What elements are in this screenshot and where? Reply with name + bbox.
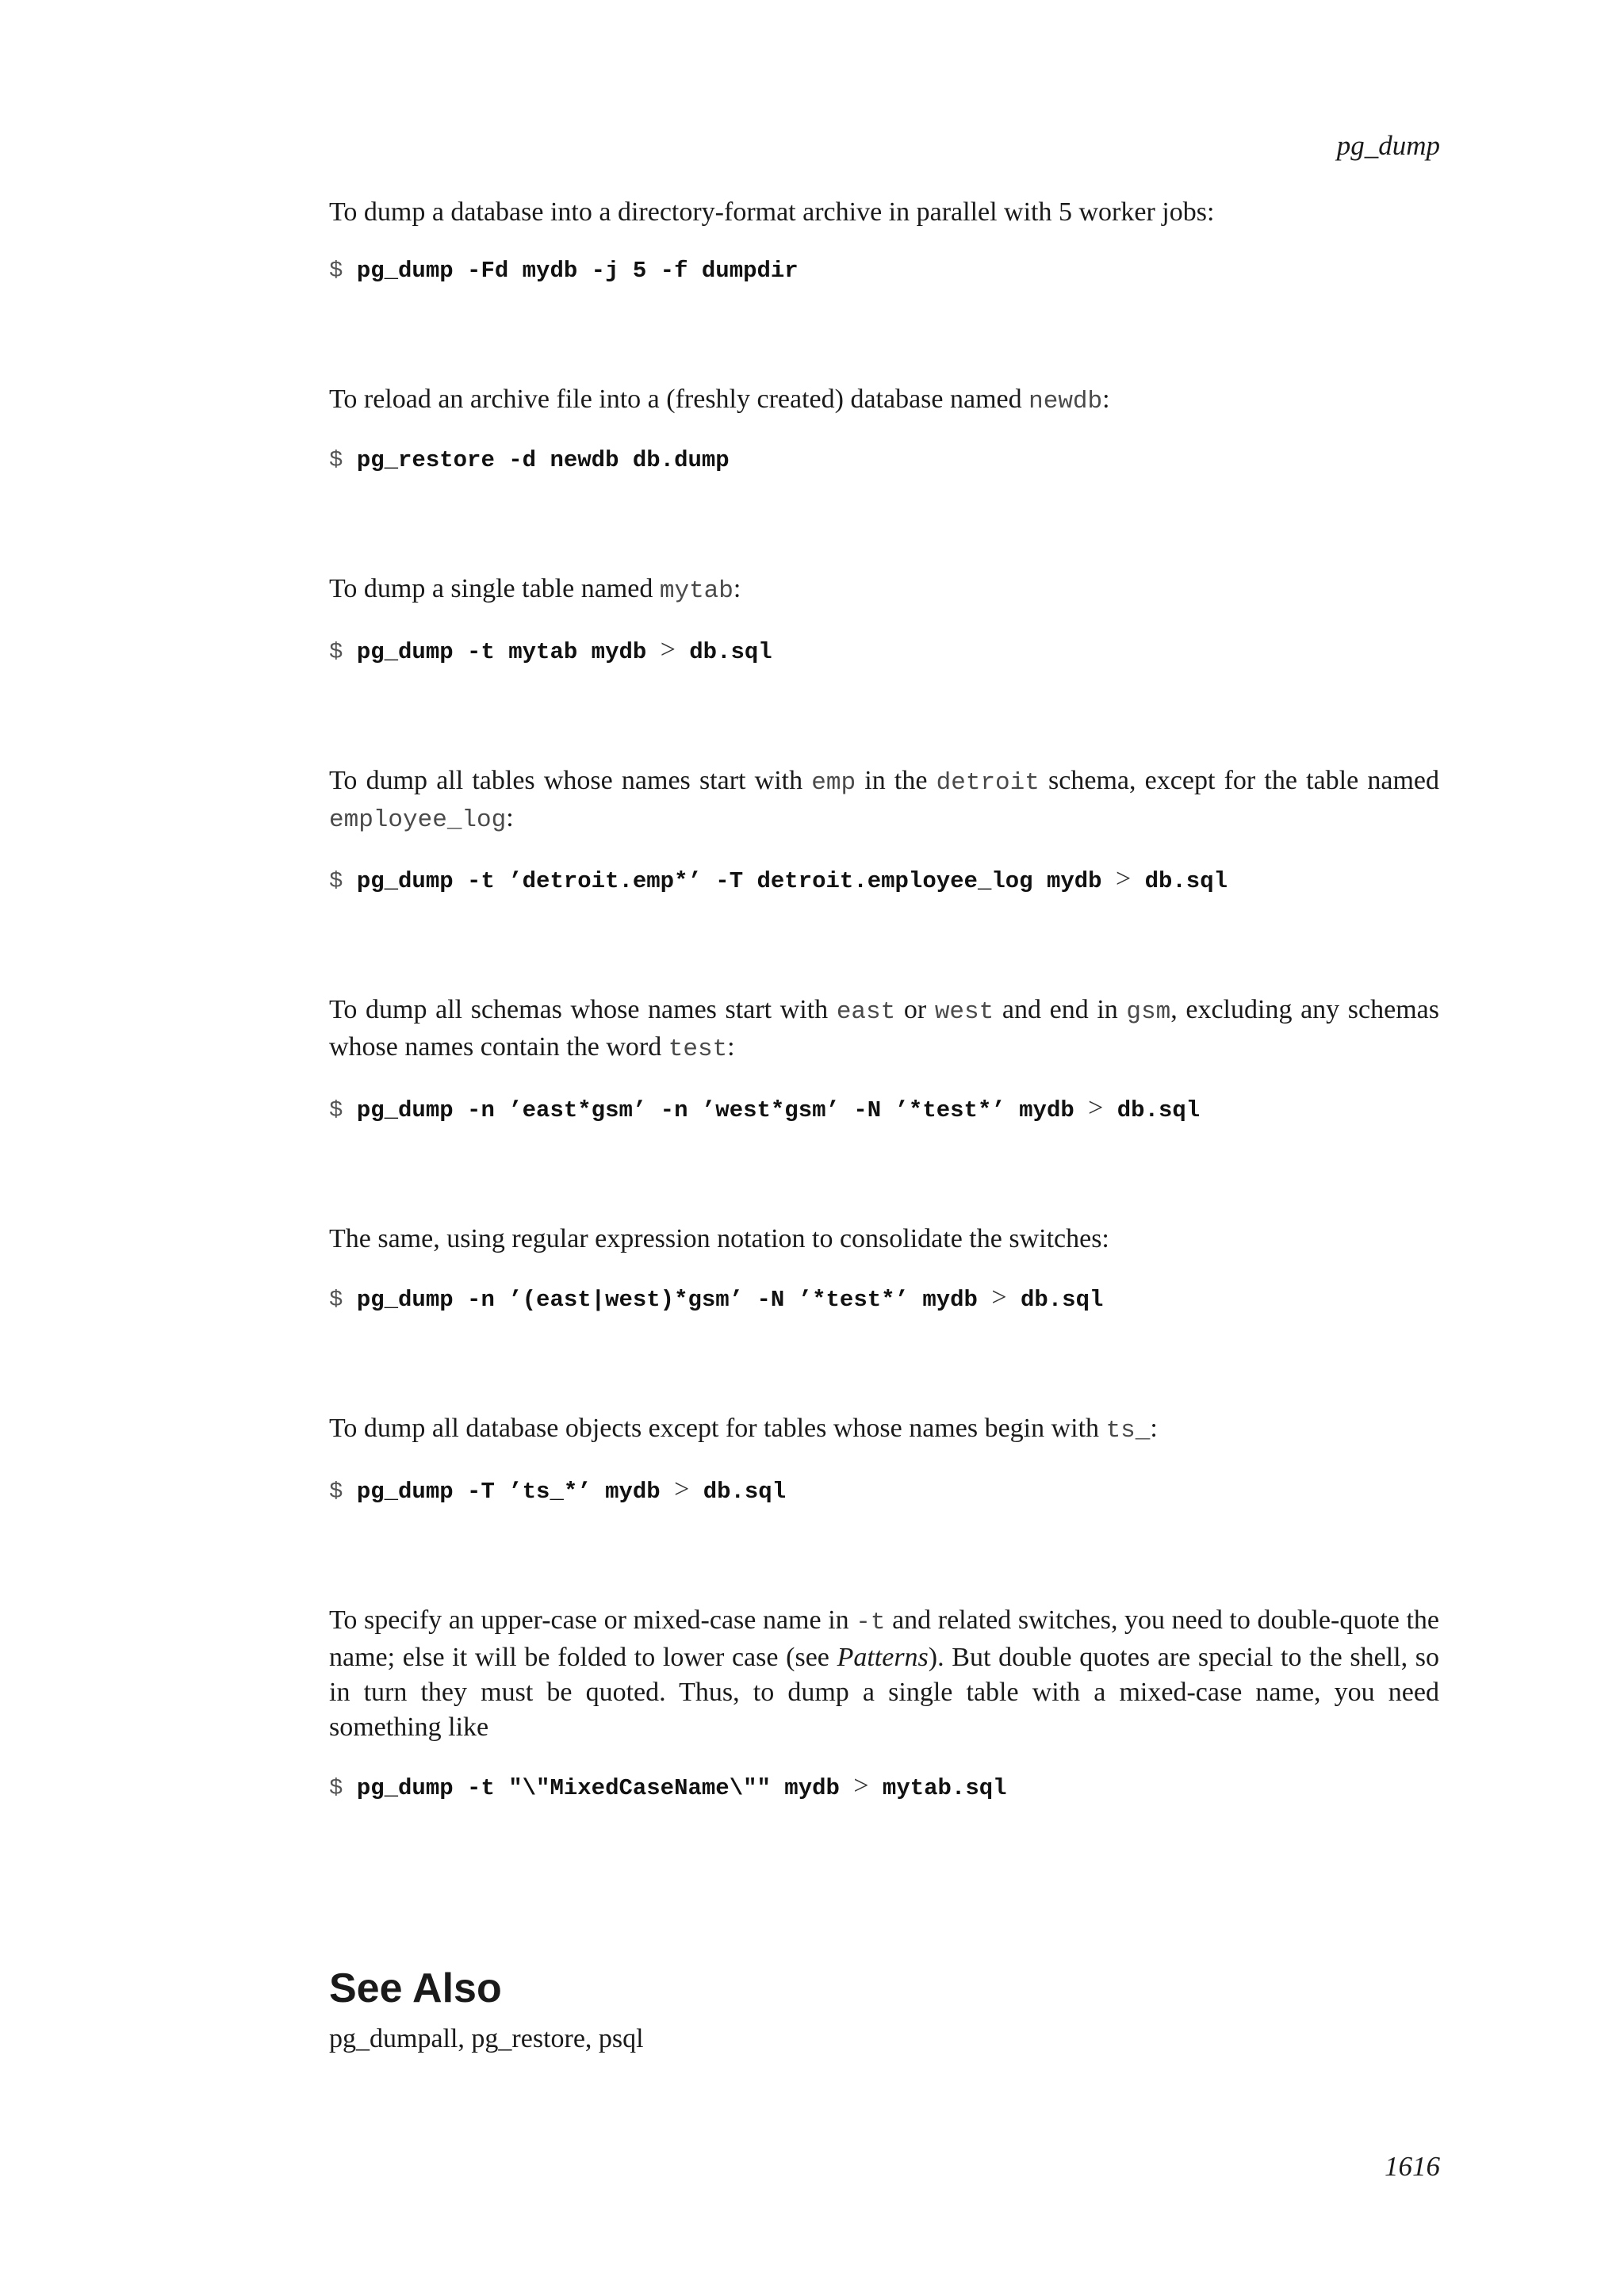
intro-text: ). But double quotes are special to the shell, so in turn they must be quoted. Thus, to dump a single table with a mixed-case name, you need something like <box>329 1643 1439 1742</box>
example-command <box>329 863 1439 897</box>
command-text: pg_dump -t ’detroit.emp*’ -T detroit.employee_log mydb <box>356 868 1102 894</box>
intro-text: schema, except for the table named <box>1039 766 1440 795</box>
intro-text: and related switches, you need to double-quote the name; else it will be folded to lower case (see <box>329 1605 1440 1672</box>
intro-text: To dump all schemas whose names start with <box>329 995 837 1024</box>
inline-code: ts_ <box>1105 1417 1151 1445</box>
example-intro <box>329 763 1439 838</box>
redirect-symbol: > <box>660 635 676 664</box>
inline-code: newdb <box>1028 388 1103 415</box>
intro-text: and end in <box>994 995 1127 1024</box>
page-number: 1616 <box>1385 2151 1440 2182</box>
intro-text: : <box>727 1032 735 1062</box>
intro-text: or <box>895 995 935 1024</box>
example-intro: To dump a database into a directory-format archive in parallel with 5 worker jobs: <box>329 197 1215 227</box>
example-command <box>329 634 1439 668</box>
inline-code: test <box>668 1035 728 1063</box>
redirect-symbol: > <box>674 1475 690 1504</box>
shell-prompt: $ <box>329 1479 343 1505</box>
inline-code: detroit <box>936 769 1040 797</box>
command-target: db.sql <box>1144 868 1228 894</box>
example-command <box>329 1093 1439 1127</box>
inline-code: east <box>836 998 896 1026</box>
inline-code: mytab <box>659 577 733 605</box>
shell-prompt: $ <box>329 1097 343 1123</box>
command-target: db.sql <box>703 1479 787 1505</box>
inline-code: west <box>934 998 994 1026</box>
shell-prompt: $ <box>329 868 343 894</box>
intro-text: : <box>733 574 741 603</box>
example-command <box>329 1282 1439 1316</box>
intro-text: , excluding any schemas whose names contain the word <box>329 995 1439 1062</box>
command-target: db.sql <box>689 639 772 665</box>
intro-text: To specify an upper-case or mixed-case name in <box>329 1605 856 1635</box>
intro-text: : <box>1102 385 1110 414</box>
example-intro: The same, using regular expression notation to consolidate the switches: <box>329 1224 1109 1253</box>
command-text: pg_dump -n ’east*gsm’ -n ’west*gsm’ -N ’*test*’ mydb <box>356 1097 1074 1123</box>
command-text: pg_dump -t "\"MixedCaseName\"" mydb <box>356 1775 840 1801</box>
redirect-symbol: > <box>1115 864 1132 894</box>
example-intro <box>329 572 1439 609</box>
intro-text: : <box>1150 1414 1158 1443</box>
example-intro <box>329 1603 1439 1745</box>
command-text: pg_dump -n ’(east|west)*gsm’ -N ’*test*’ mydb <box>356 1287 978 1313</box>
redirect-symbol: > <box>991 1283 1007 1312</box>
command-target: mytab.sql <box>882 1775 1007 1801</box>
example-intro <box>329 382 1439 419</box>
see-also-links[interactable]: pg_dumpall, pg_restore, psql <box>329 2024 644 2053</box>
command-text: pg_dump -Fd mydb -j 5 -f dumpdir <box>356 258 799 284</box>
intro-text: To reload an archive file into a (freshly created) database named <box>329 385 1029 414</box>
intro-text: : <box>506 803 514 832</box>
example-command <box>329 1474 1439 1508</box>
command-text: pg_dump -t mytab mydb <box>356 639 647 665</box>
page-content <box>329 195 1439 2057</box>
shell-prompt: $ <box>329 1287 343 1313</box>
shell-prompt: $ <box>329 258 343 284</box>
command-target: db.sql <box>1020 1287 1104 1313</box>
see-also-heading: See Also <box>329 1965 502 2011</box>
shell-prompt: $ <box>329 447 343 473</box>
inline-code: employee_log <box>329 806 507 834</box>
intro-text: To dump a single table named <box>329 574 660 603</box>
redirect-symbol: > <box>1088 1093 1104 1123</box>
command-target: db.sql <box>1116 1097 1201 1123</box>
inline-code: gsm <box>1126 998 1171 1026</box>
intro-text: To dump all tables whose names start with <box>329 766 812 795</box>
example-intro <box>329 1411 1439 1448</box>
command-text: pg_dump -T ’ts_*’ mydb <box>356 1479 661 1505</box>
intro-text: in the <box>856 766 936 795</box>
example-command <box>329 1770 1439 1804</box>
patterns-link[interactable]: Patterns <box>837 1643 929 1672</box>
example-command <box>329 255 1439 287</box>
inline-code: emp <box>811 769 856 797</box>
command-text: pg_restore -d newdb db.dump <box>356 447 730 473</box>
example-command <box>329 445 1439 476</box>
shell-prompt: $ <box>329 1775 343 1801</box>
example-intro <box>329 993 1439 1067</box>
inline-code: -t <box>856 1609 886 1636</box>
redirect-symbol: > <box>853 1771 869 1800</box>
shell-prompt: $ <box>329 639 343 665</box>
intro-text: To dump all database objects except for tables whose names begin with <box>329 1414 1106 1443</box>
running-header: pg_dump <box>1336 130 1440 161</box>
